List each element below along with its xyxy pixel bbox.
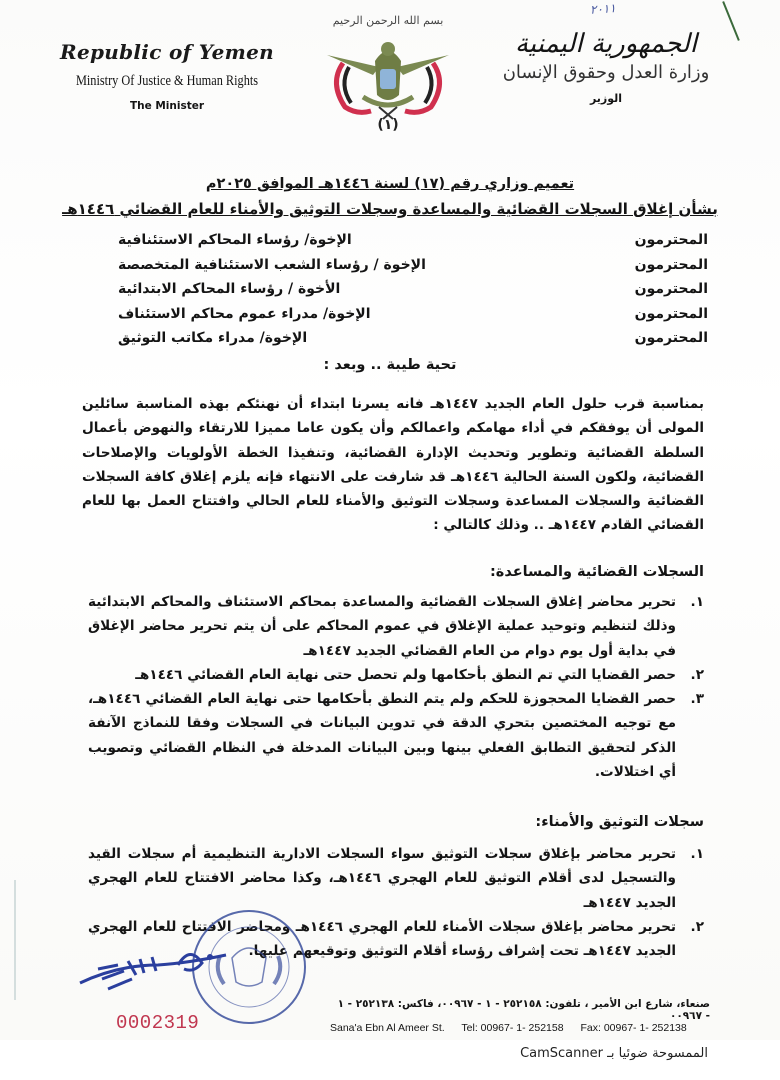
- minister-signature: [78, 935, 228, 1005]
- letterhead-ministry-ar: وزارة العدل وحقوق الإنسان: [502, 62, 710, 83]
- handwritten-mark: [722, 1, 740, 41]
- list-item-number: ٢.: [690, 666, 704, 683]
- section-heading-notary-records: سجلات التوثيق والأمناء:: [535, 814, 704, 830]
- greeting: تحية طيبة .. وبعد :: [323, 357, 457, 373]
- list-item-text: حصر القضايا المحجوزة للحكم ولم يتم النطق بأحكامها حتى نهاية العام القضائي ١٤٤٦هـ، مع توجيه المختصين بتحري الدقة في تدوين البيانات في السجلات وفقا للنماذج الآنفة الذكر لتحقيق التطابق الفعلي بينها وبين البيانات المدخلة في النظام القضائي وتصويب أي اختلالات.: [88, 691, 676, 781]
- letterhead-role-en: The Minister: [129, 100, 205, 112]
- list-item: [88, 663, 706, 687]
- addressee-name: الإخوة/ مدراء عموم محاكم الاستئناف: [118, 305, 371, 322]
- list-item: [88, 687, 706, 784]
- addressee-honorific: المحترمون: [634, 232, 708, 248]
- footer-fax: Fax: 00967- 1- 252138: [580, 1022, 687, 1034]
- footer-telephone: Tel: 00967- 1- 252158: [461, 1022, 564, 1034]
- list-item-text: حصر القضايا التي تم النطق بأحكامها ولم تحصل حتى نهاية العام القضائي ١٤٤٦هـ: [135, 666, 676, 683]
- footer-address-english: [330, 1022, 710, 1034]
- addressee-row: [118, 330, 708, 355]
- page-number: (١): [377, 117, 399, 133]
- list-item-text: تحرير محاضر بإغلاق سجلات التوثيق سواء السجلات الادارية التنظيمية أم سجلات القيد والتسجيل لدى أقلام التوثيق للعام الهجري ١٤٤٦هـ، وكذا محاضر الافتتاح للعام الهجري الجديد ١٤٤٧هـ: [88, 846, 676, 911]
- list-item-number: ٢.: [690, 918, 704, 935]
- addressee-name: الإخوة / رؤساء الشعب الاستئنافية المتخصصة: [118, 256, 426, 273]
- list-item: [88, 842, 706, 915]
- addressee-honorific: المحترمون: [634, 281, 708, 297]
- handwritten-note: ٢٠١١: [589, 1, 617, 17]
- addressee-row: [118, 306, 708, 331]
- eagle-emblem-icon: [323, 33, 453, 121]
- addressee-name: الأخوة / رؤساء المحاكم الابتدائية: [118, 281, 341, 297]
- scan-edge-line: [14, 880, 16, 1000]
- list-item-number: ١.: [690, 846, 704, 862]
- circular-subject-title: بشأن إغلاق السجلات القضائية والمساعدة وسجلات التوثيق والأمناء للعام القضائي ١٤٤٦هـ: [62, 200, 718, 218]
- intro-paragraph: بمناسبة قرب حلول العام الجديد ١٤٤٧هـ فانه يسرنا ابتداء أن نهنئكم بهذه المناسبة سائلين المولى أن يوفقكم في أداء مهامكم واعمالكم وأن يكون عاما مميزا للارتقاء والنهوض بأعمال السلطة القضائية وتطوير وتحديث الإدارة القضائية، وتنفيذا الخطة الأولويات والإصلاحات القضائية، ولكون السنة الحالية ١٤٤٦هـ قد شارفت على الانتهاء فإنه يلزم إغلاق كافة السجلات القضائية والسجلات المساعدة وسجلات التوثيق والأمناء للعام الحالي وافتتاح العمل بها للعام القضائي القادم ١٤٤٧هـ .. وذلك كالتالي :: [82, 396, 705, 534]
- national-emblem: [318, 12, 458, 152]
- document-serial-number: 0002319: [116, 1012, 200, 1034]
- basmala: بسم الله الرحمن الرحيم: [332, 14, 444, 27]
- english-letterhead: [52, 40, 282, 112]
- addressee-row: [118, 257, 708, 282]
- addressee-name: الإخوة/ رؤساء المحاكم الاستئنافية: [118, 232, 352, 248]
- addressee-honorific: المحترمون: [634, 330, 708, 346]
- addressee-row: [118, 281, 708, 306]
- list-item-number: ١.: [690, 594, 704, 610]
- section-heading-judicial-records: السجلات القضائية والمساعدة:: [489, 564, 704, 580]
- circular-number-title: تعميم وزاري رقم (١٧) لسنة ١٤٤٦هـ الموافق ٢٠٢٥م: [205, 176, 575, 192]
- list-item-text: تحرير محاضر إغلاق السجلات القضائية والمساعدة بمحاكم الاستئناف والمحاكم الابتدائية وذلك لتنظيم وتوحيد عملية الإغلاق في عموم المحاكم على أن يتم تحرير محاضر الإغلاق في بداية أول يوم دوام من العام القضائي الجديد ١٤٤٧هـ: [88, 594, 676, 659]
- addressee-honorific: المحترمون: [634, 305, 708, 322]
- footer-address-arabic: صنعاء، شارع ابن الأمير ، تلفون: ٢٥٢١٥٨ - ١ - ٠٠٩٦٧، فاكس: ٢٥٢١٣٨ - ١ - ٠٠٩٦٧: [337, 998, 710, 1022]
- list-item: [88, 590, 706, 663]
- letterhead-republic-ar: الجمهورية اليمنية: [514, 29, 698, 59]
- footer-street: Sana'a Ebn Al Ameer St.: [330, 1022, 445, 1034]
- arabic-letterhead: [496, 28, 716, 105]
- addressee-list: [118, 232, 708, 355]
- addressee-row: [118, 232, 708, 257]
- addressee-honorific: المحترمون: [634, 256, 708, 273]
- letterhead-republic-en: Republic of Yemen: [60, 40, 274, 64]
- list-item-number: ٣.: [690, 691, 704, 708]
- addressee-name: الإخوة/ مدراء مكاتب التوثيق: [118, 330, 308, 346]
- camscanner-watermark: الممسوحة ضوئيا بـ CamScanner: [520, 1046, 708, 1061]
- judicial-records-list: [88, 590, 706, 784]
- list-item-text: تحرير محاضر بإغلاق سجلات الأمناء للعام الهجري ١٤٤٦هـ ومحاضر الافتتاح للعام الهجري الجديد ١٤٤٧هـ تحت إشراف رؤساء أقلام التوثيق وتوقيعهم عليها.: [88, 918, 677, 960]
- letterhead-ministry-en: Ministry Of Justice & Human Rights: [75, 73, 259, 89]
- letterhead-role-ar: الوزير: [589, 92, 623, 105]
